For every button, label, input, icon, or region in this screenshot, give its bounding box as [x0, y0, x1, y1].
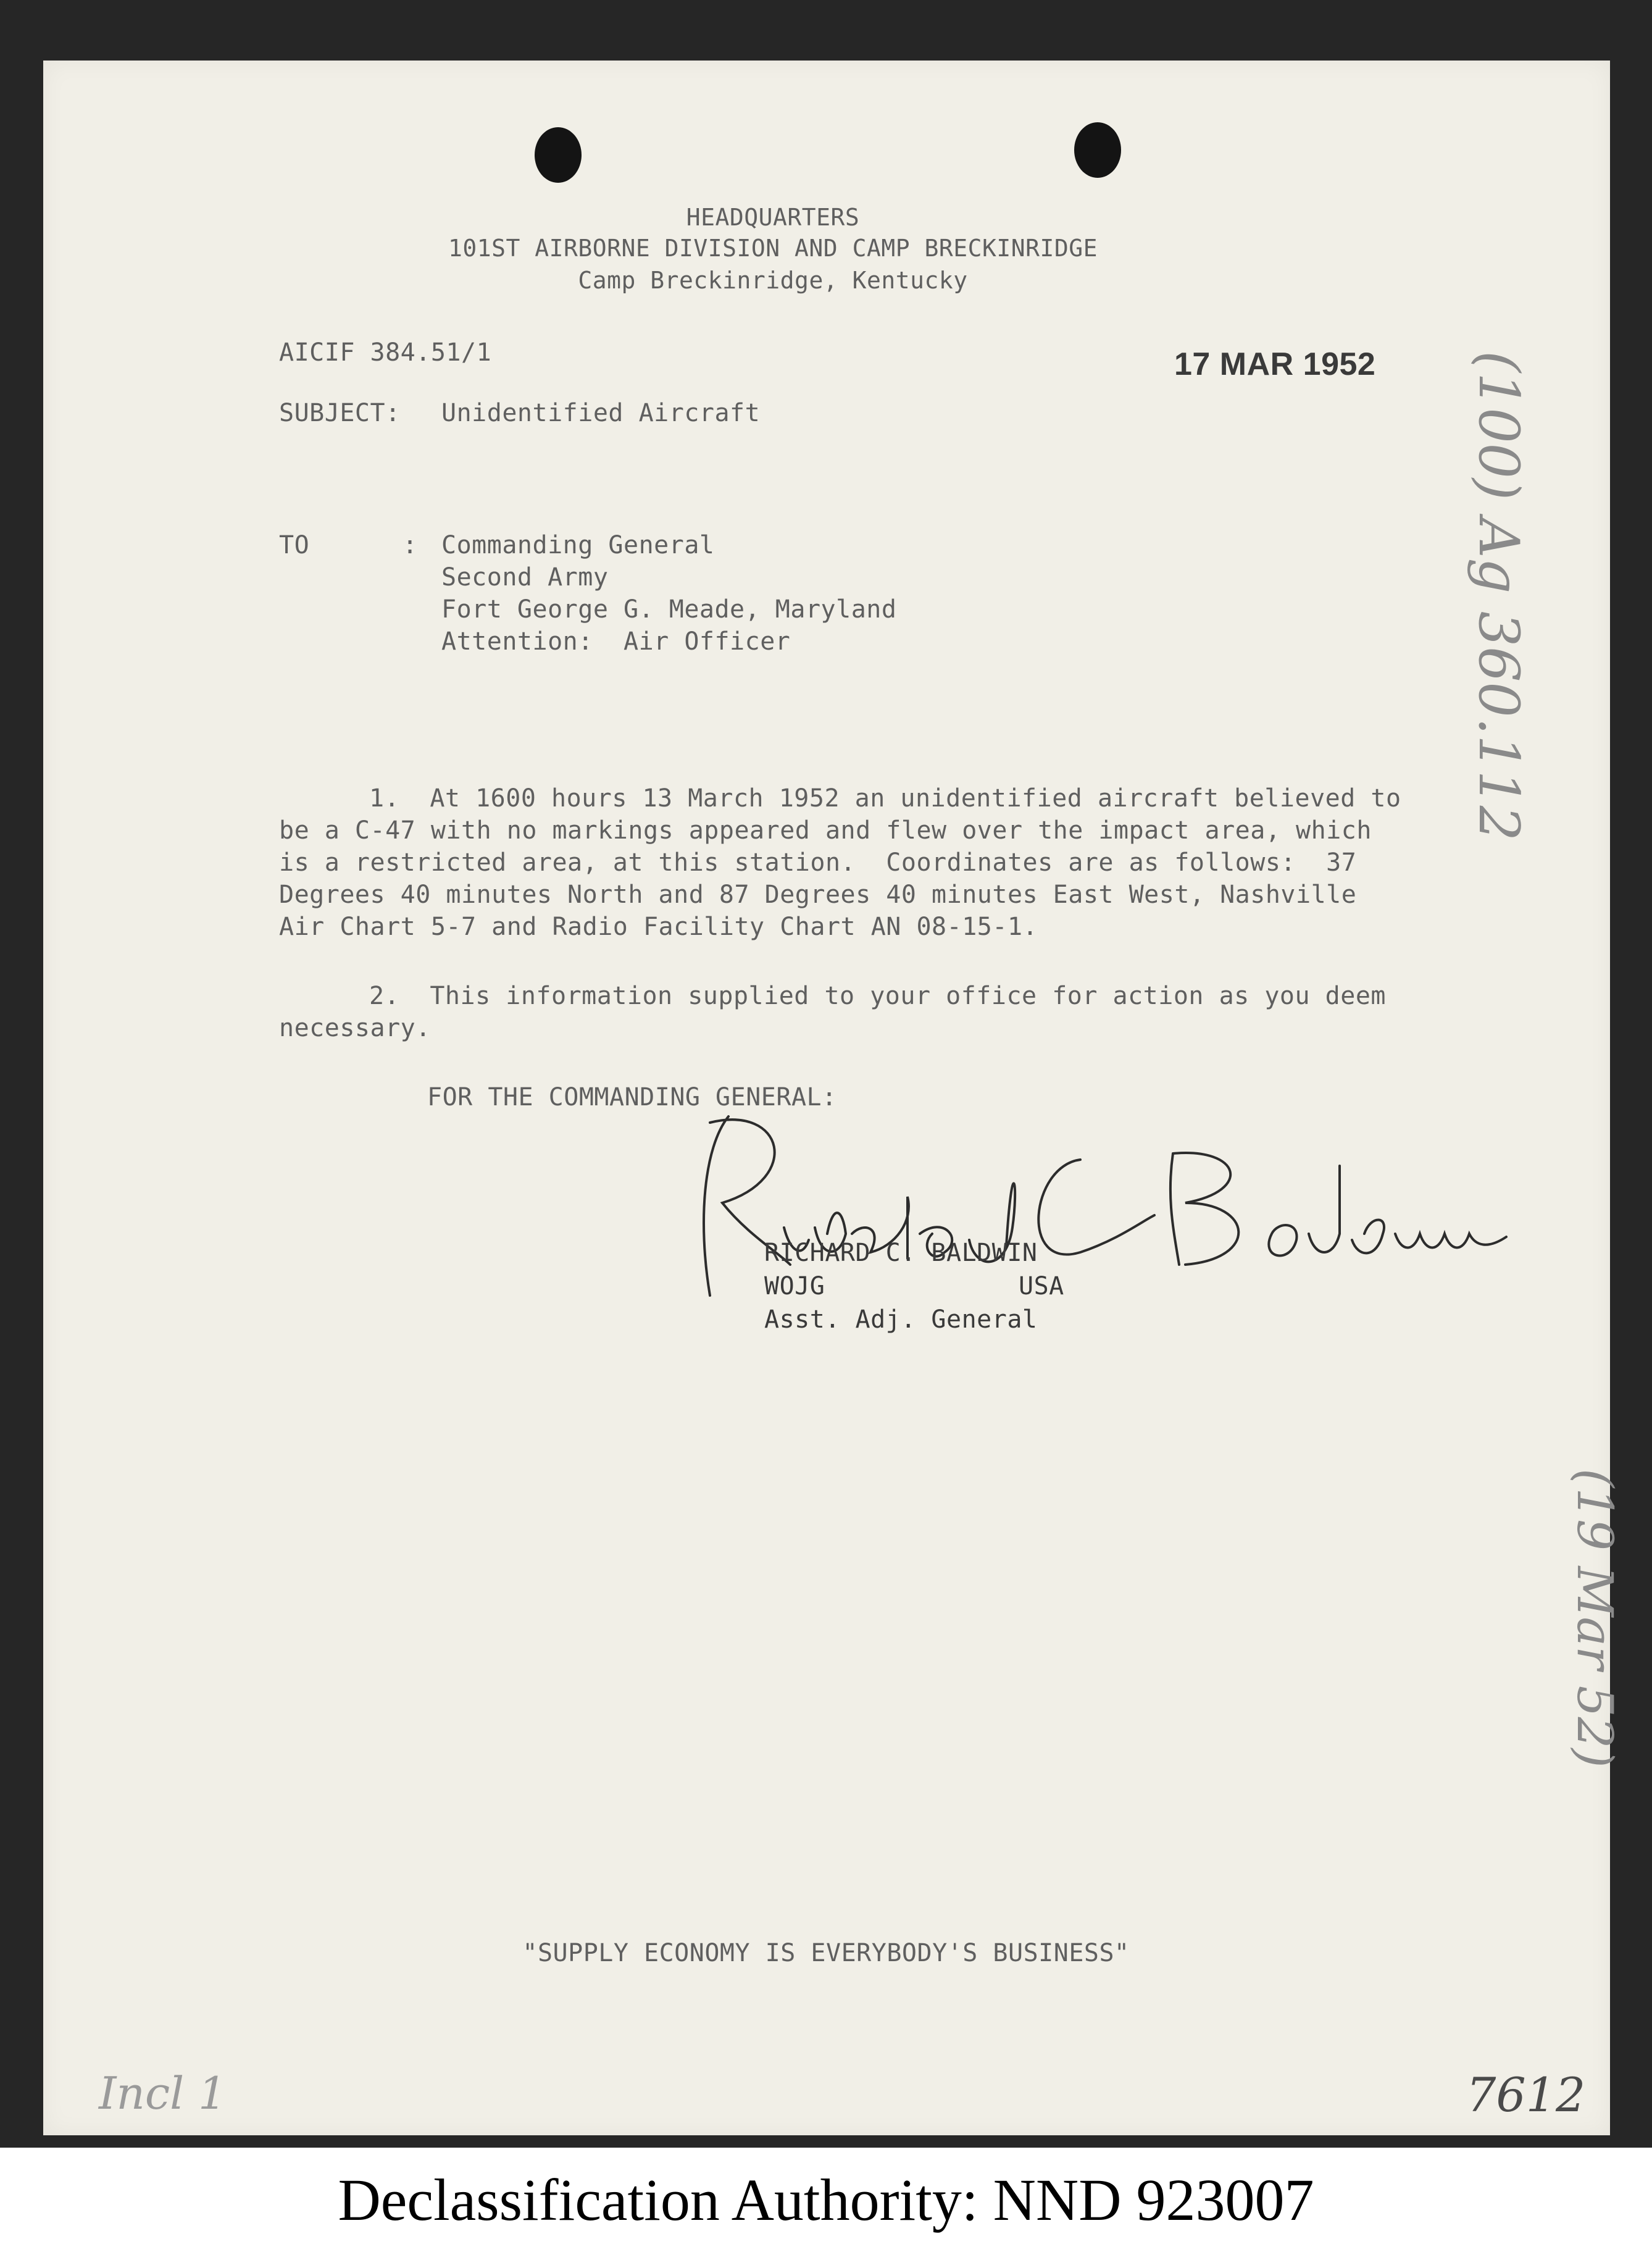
slogan: "SUPPLY ECONOMY IS EVERYBODY'S BUSINESS" [522, 1939, 1130, 1967]
paragraph-1-line: Air Chart 5-7 and Radio Facility Chart AN 08-15-1. [279, 913, 1038, 941]
letterhead-line1: HEADQUARTERS [686, 204, 860, 231]
to-line: Commanding General [441, 531, 715, 559]
punch-hole-left [535, 127, 582, 183]
paragraph-2-line: necessary. [279, 1014, 431, 1042]
enclosure-note: Incl 1 [99, 2067, 227, 2119]
punch-hole-right [1074, 122, 1121, 178]
paragraph-1-line: be a C-47 with no markings appeared and flew over the impact area, which [279, 816, 1372, 845]
date-stamp: 17 MAR 1952 [1174, 346, 1376, 382]
subject-value: Unidentified Aircraft [441, 399, 761, 427]
signer-title: Asst. Adj. General [764, 1305, 1038, 1334]
paragraph-2-line: 2. This information supplied to your office for action as you deem [369, 982, 1386, 1010]
to-line: Fort George G. Meade, Maryland [441, 595, 897, 624]
file-reference: AICIF 384.51/1 [279, 338, 492, 367]
subject-label: SUBJECT: [279, 399, 401, 427]
letterhead-line2: 101ST AIRBORNE DIVISION AND CAMP BRECKINRIDGE [448, 235, 1098, 262]
margin-date-note: (19 Mar 52) [1566, 1468, 1624, 1768]
margin-file-note: (100) Ag 360.112 [1466, 351, 1531, 842]
document-page [43, 61, 1624, 2135]
to-line: Second Army [441, 563, 609, 592]
paragraph-1-line: is a restricted area, at this station. Coordinates are as follows: 37 [279, 848, 1357, 877]
to-label: TO [279, 531, 310, 559]
declassification-footer: Declassification Authority: NND 923007 [0, 2148, 1652, 2252]
signer-branch: USA [1019, 1272, 1064, 1300]
page-number-note: 7612 [1466, 2067, 1586, 2122]
to-line: Attention: Air Officer [441, 627, 791, 656]
to-colon: : [403, 531, 418, 559]
signer-rank: WOJG [764, 1272, 825, 1300]
letterhead-line3: Camp Breckinridge, Kentucky [578, 267, 968, 294]
signer-name: RICHARD C. BALDWIN [764, 1239, 1038, 1267]
paragraph-1-line: Degrees 40 minutes North and 87 Degrees 40 minutes East West, Nashville [279, 881, 1357, 909]
closing-line: FOR THE COMMANDING GENERAL: [427, 1083, 837, 1111]
paragraph-1-line: 1. At 1600 hours 13 March 1952 an unidentified aircraft believed to [369, 784, 1401, 813]
